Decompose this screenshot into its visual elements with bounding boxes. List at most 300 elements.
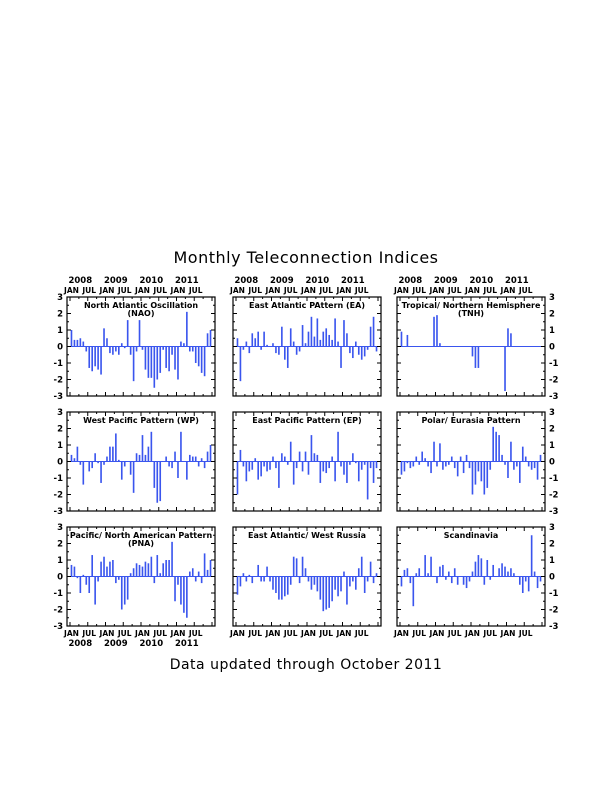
bar bbox=[328, 577, 330, 608]
bar bbox=[159, 347, 161, 373]
bar bbox=[364, 347, 366, 357]
bar bbox=[367, 347, 369, 350]
bar bbox=[165, 560, 167, 577]
x-year-label: 2010 bbox=[139, 276, 164, 286]
bar bbox=[290, 577, 292, 585]
bar bbox=[94, 347, 96, 367]
bar bbox=[361, 347, 363, 360]
y-tick-label: -2 bbox=[53, 605, 63, 616]
bar bbox=[186, 577, 188, 618]
bar bbox=[71, 455, 73, 462]
bar bbox=[299, 577, 301, 584]
bar bbox=[192, 457, 194, 462]
bar bbox=[337, 577, 339, 597]
bar bbox=[537, 462, 539, 480]
bar bbox=[481, 462, 483, 482]
bar bbox=[407, 335, 409, 347]
bar bbox=[139, 320, 141, 346]
bar bbox=[284, 347, 286, 360]
bar bbox=[237, 338, 239, 346]
bar bbox=[498, 568, 500, 576]
bar bbox=[88, 347, 90, 368]
bar bbox=[142, 347, 144, 350]
y-tick-label: 0 bbox=[549, 572, 555, 583]
bar bbox=[364, 462, 366, 465]
bar bbox=[189, 455, 191, 462]
bar bbox=[74, 458, 76, 461]
bar bbox=[165, 347, 167, 368]
chart-panel-8 bbox=[229, 527, 381, 638]
bar bbox=[159, 462, 161, 502]
bar bbox=[346, 462, 348, 483]
x-year-label: 2011 bbox=[340, 276, 365, 286]
y-tick-label: -3 bbox=[53, 507, 63, 517]
bar bbox=[174, 452, 176, 462]
bar bbox=[112, 447, 114, 462]
bar bbox=[260, 347, 262, 350]
bar bbox=[94, 453, 96, 461]
bar bbox=[139, 455, 141, 462]
x-month-label: JAN bbox=[429, 629, 445, 638]
y-tick-label: 3 bbox=[57, 293, 63, 303]
bar bbox=[204, 462, 206, 469]
bar bbox=[325, 328, 327, 346]
bar bbox=[246, 462, 248, 482]
bar bbox=[71, 330, 73, 347]
x-month-label: JAN bbox=[500, 286, 516, 295]
bar bbox=[142, 567, 144, 577]
bar bbox=[302, 462, 304, 472]
bar bbox=[168, 560, 170, 577]
bar bbox=[355, 462, 357, 464]
bar bbox=[418, 568, 420, 576]
x-month-label: JAN bbox=[230, 629, 245, 638]
bar bbox=[204, 553, 206, 576]
bar bbox=[358, 568, 360, 576]
y-tick-label: 3 bbox=[57, 523, 63, 533]
bar bbox=[269, 462, 271, 470]
bar bbox=[442, 565, 444, 577]
y-tick-label: -2 bbox=[549, 605, 559, 616]
x-month-label: JAN bbox=[99, 286, 115, 295]
bar bbox=[260, 462, 262, 477]
bar bbox=[317, 455, 319, 462]
bar bbox=[133, 568, 135, 576]
bar bbox=[525, 457, 527, 462]
bar bbox=[305, 568, 307, 576]
bar bbox=[177, 347, 179, 380]
x-month-label: JUL bbox=[153, 629, 168, 638]
chart-panel-2 bbox=[229, 276, 381, 396]
y-tick-label: 1 bbox=[549, 441, 555, 451]
x-year-label: 2011 bbox=[174, 639, 199, 649]
x-month-label: JUL bbox=[248, 629, 263, 638]
bar bbox=[486, 462, 488, 488]
bar bbox=[237, 577, 239, 595]
bar bbox=[115, 433, 117, 461]
bar bbox=[334, 318, 336, 346]
bar bbox=[180, 432, 182, 462]
chart-panel-6 bbox=[397, 408, 559, 517]
x-month-label: JAN bbox=[301, 286, 316, 295]
bar bbox=[109, 562, 111, 577]
bar bbox=[243, 573, 245, 576]
bar bbox=[85, 577, 87, 585]
bar bbox=[171, 542, 173, 577]
x-year-label: 2010 bbox=[139, 639, 164, 649]
bar bbox=[240, 347, 242, 382]
bar bbox=[504, 462, 506, 465]
bar bbox=[507, 462, 509, 479]
bar bbox=[457, 462, 459, 477]
bar bbox=[317, 318, 319, 346]
y-tick-label: 3 bbox=[549, 293, 555, 303]
bar bbox=[513, 573, 515, 576]
bar bbox=[272, 577, 274, 590]
bar bbox=[439, 443, 441, 461]
bar bbox=[272, 343, 274, 346]
x-year-label: 2008 bbox=[234, 276, 259, 286]
bar bbox=[290, 328, 292, 346]
bar bbox=[454, 568, 456, 576]
bar bbox=[322, 577, 324, 612]
bar bbox=[510, 568, 512, 576]
x-month-label: JAN bbox=[135, 286, 150, 295]
bar bbox=[159, 573, 161, 576]
figure-title: Monthly Teleconnection Indices bbox=[173, 248, 439, 267]
x-month-label: JUL bbox=[447, 629, 462, 638]
bar bbox=[343, 320, 345, 346]
bar bbox=[504, 567, 506, 577]
bar bbox=[145, 455, 147, 462]
bar bbox=[293, 557, 295, 577]
bar bbox=[475, 347, 477, 368]
bar bbox=[436, 577, 438, 584]
bar bbox=[528, 462, 530, 467]
bar bbox=[373, 317, 375, 347]
bar bbox=[349, 462, 351, 465]
bar bbox=[80, 462, 82, 465]
bar bbox=[401, 332, 403, 347]
x-month-label: JAN bbox=[99, 629, 115, 638]
bar bbox=[284, 577, 286, 597]
bar bbox=[293, 342, 295, 347]
bar bbox=[145, 562, 147, 577]
bar bbox=[334, 577, 336, 590]
y-tick-label: -1 bbox=[53, 474, 63, 484]
bar bbox=[85, 347, 87, 352]
bar bbox=[340, 462, 342, 467]
bar bbox=[355, 342, 357, 347]
bar bbox=[340, 577, 342, 592]
bar bbox=[504, 347, 506, 392]
bar bbox=[106, 567, 108, 577]
bar bbox=[195, 457, 197, 462]
bar bbox=[436, 315, 438, 346]
bar bbox=[240, 577, 242, 587]
x-month-label: JUL bbox=[518, 629, 533, 638]
x-month-label: JUL bbox=[447, 286, 462, 295]
panel-title: (PNA) bbox=[127, 539, 155, 548]
y-tick-label: 0 bbox=[57, 342, 63, 353]
y-tick-label: 0 bbox=[57, 572, 63, 583]
bar bbox=[343, 572, 345, 577]
bar bbox=[174, 577, 176, 602]
bar bbox=[127, 320, 129, 346]
bar bbox=[275, 462, 277, 469]
bar bbox=[281, 327, 283, 347]
y-tick-label: -1 bbox=[53, 359, 63, 369]
bar bbox=[510, 333, 512, 346]
bar bbox=[404, 462, 406, 472]
bar bbox=[171, 462, 173, 469]
bar bbox=[436, 462, 438, 467]
bar bbox=[430, 462, 432, 474]
bar bbox=[478, 462, 480, 472]
x-month-label: JAN bbox=[429, 286, 445, 295]
bar bbox=[433, 317, 435, 347]
bar bbox=[186, 462, 188, 480]
bar bbox=[370, 562, 372, 577]
bar bbox=[349, 347, 351, 354]
x-month-label: JAN bbox=[230, 286, 245, 295]
bar bbox=[136, 563, 138, 576]
bar bbox=[130, 347, 132, 355]
x-year-label: 2011 bbox=[504, 276, 529, 286]
bar bbox=[266, 345, 268, 347]
bar bbox=[501, 563, 503, 576]
x-month-label: JUL bbox=[188, 286, 203, 295]
bar bbox=[127, 577, 129, 600]
bar bbox=[192, 347, 194, 352]
bar bbox=[296, 347, 298, 355]
bar bbox=[367, 462, 369, 500]
y-tick-label: 1 bbox=[549, 326, 555, 336]
bar bbox=[404, 570, 406, 577]
bar bbox=[401, 577, 403, 587]
y-tick-label: -3 bbox=[549, 507, 559, 517]
bar bbox=[189, 347, 191, 352]
bar bbox=[433, 442, 435, 462]
bar bbox=[195, 577, 197, 582]
bar bbox=[88, 577, 90, 594]
bar bbox=[328, 462, 330, 469]
bar bbox=[418, 462, 420, 465]
bar bbox=[519, 577, 521, 585]
bar bbox=[97, 577, 99, 582]
x-year-label: 2010 bbox=[469, 276, 494, 286]
bar bbox=[305, 452, 307, 462]
bar bbox=[540, 455, 542, 462]
bar bbox=[180, 577, 182, 605]
bar bbox=[401, 462, 403, 475]
bar bbox=[483, 577, 485, 585]
bar bbox=[153, 577, 155, 584]
bar bbox=[156, 462, 158, 503]
bar bbox=[322, 332, 324, 347]
bar bbox=[133, 462, 135, 493]
x-month-label: JUL bbox=[117, 629, 132, 638]
y-tick-label: 1 bbox=[57, 326, 63, 336]
bar bbox=[118, 347, 120, 355]
bar bbox=[412, 577, 414, 607]
y-tick-label: 2 bbox=[57, 539, 63, 550]
bar bbox=[189, 572, 191, 577]
bar bbox=[168, 462, 170, 467]
bar bbox=[118, 577, 120, 580]
bar bbox=[410, 462, 412, 469]
bar bbox=[198, 572, 200, 577]
bar bbox=[469, 462, 471, 469]
bar bbox=[74, 567, 76, 577]
bar bbox=[148, 347, 150, 378]
y-tick-label: 1 bbox=[549, 556, 555, 566]
bar bbox=[165, 457, 167, 462]
bar bbox=[148, 447, 150, 462]
y-tick-label: 2 bbox=[549, 424, 555, 435]
x-month-label: JUL bbox=[483, 286, 498, 295]
y-tick-label: -3 bbox=[549, 392, 559, 402]
bar bbox=[424, 458, 426, 461]
bar bbox=[287, 462, 289, 465]
bar bbox=[186, 312, 188, 347]
bar bbox=[472, 462, 474, 495]
bar bbox=[445, 577, 447, 580]
x-month-label: JAN bbox=[301, 629, 316, 638]
y-tick-label: 2 bbox=[549, 309, 555, 320]
bar bbox=[103, 462, 105, 465]
panel-title: (TNH) bbox=[457, 309, 485, 318]
bar bbox=[278, 347, 280, 355]
bar bbox=[263, 577, 265, 582]
bar bbox=[151, 557, 153, 577]
bar bbox=[325, 577, 327, 610]
bar bbox=[136, 453, 138, 461]
y-tick-label: -1 bbox=[549, 359, 559, 369]
bar bbox=[251, 462, 253, 470]
x-month-label: JUL bbox=[354, 286, 369, 295]
bar bbox=[204, 347, 206, 377]
x-year-label: 2009 bbox=[269, 276, 294, 286]
bar bbox=[489, 462, 491, 470]
bar bbox=[337, 432, 339, 462]
bar bbox=[248, 575, 250, 577]
bar bbox=[466, 455, 468, 462]
bar bbox=[376, 462, 378, 469]
x-month-label: JUL bbox=[248, 286, 263, 295]
bar bbox=[263, 332, 265, 347]
y-tick-label: 0 bbox=[549, 457, 555, 468]
x-year-label: 2009 bbox=[103, 639, 128, 649]
bar bbox=[537, 577, 539, 589]
bar bbox=[358, 462, 360, 482]
bar bbox=[454, 462, 456, 469]
y-tick-label: 2 bbox=[57, 309, 63, 320]
bar bbox=[299, 347, 301, 352]
x-month-label: JAN bbox=[170, 286, 186, 295]
x-month-label: JAN bbox=[265, 629, 281, 638]
bar bbox=[183, 577, 185, 613]
bar bbox=[463, 462, 465, 474]
x-year-label: 2008 bbox=[68, 276, 93, 286]
bar bbox=[469, 577, 471, 582]
bar bbox=[198, 462, 200, 467]
bar bbox=[275, 347, 277, 354]
bar bbox=[421, 452, 423, 462]
bar bbox=[308, 462, 310, 475]
bar bbox=[349, 577, 351, 587]
y-tick-label: 1 bbox=[57, 441, 63, 451]
bar bbox=[427, 462, 429, 467]
bar bbox=[251, 577, 253, 584]
y-tick-label: -2 bbox=[549, 490, 559, 501]
bar bbox=[501, 455, 503, 462]
x-month-label: JAN bbox=[170, 629, 186, 638]
bar bbox=[319, 577, 321, 600]
bar bbox=[355, 577, 357, 590]
y-tick-label: 2 bbox=[57, 424, 63, 435]
bar bbox=[210, 560, 212, 577]
x-month-label: JUL bbox=[82, 286, 97, 295]
bar bbox=[281, 453, 283, 461]
bar bbox=[296, 558, 298, 576]
bar bbox=[130, 573, 132, 576]
bar bbox=[293, 462, 295, 485]
bar bbox=[334, 462, 336, 482]
panel-title: West Pacific Pattern (WP) bbox=[83, 416, 199, 425]
chart-panel-4 bbox=[54, 408, 215, 517]
x-month-label: JUL bbox=[117, 286, 132, 295]
bar bbox=[352, 347, 354, 359]
bar bbox=[352, 577, 354, 582]
bar bbox=[346, 333, 348, 346]
x-month-label: JAN bbox=[394, 286, 409, 295]
bar bbox=[302, 325, 304, 346]
bar bbox=[121, 462, 123, 480]
x-month-label: JAN bbox=[465, 629, 480, 638]
y-tick-label: -1 bbox=[549, 474, 559, 484]
bar bbox=[290, 442, 292, 462]
panels-grid bbox=[54, 276, 559, 649]
y-tick-label: -2 bbox=[53, 490, 63, 501]
bar bbox=[519, 462, 521, 483]
y-tick-label: 1 bbox=[57, 556, 63, 566]
y-tick-label: -3 bbox=[53, 622, 63, 632]
chart-panel-9 bbox=[393, 523, 558, 638]
bar bbox=[373, 577, 375, 584]
bar bbox=[156, 347, 158, 380]
bar bbox=[136, 347, 138, 352]
bar bbox=[115, 577, 117, 584]
bar bbox=[331, 340, 333, 347]
bar bbox=[80, 577, 82, 594]
bar bbox=[207, 452, 209, 462]
bar bbox=[82, 342, 84, 347]
panel-title: Polar/ Eurasia Pattern bbox=[421, 416, 521, 425]
bar bbox=[314, 453, 316, 461]
bar bbox=[370, 327, 372, 347]
bar bbox=[257, 565, 259, 577]
x-month-label: JUL bbox=[283, 286, 298, 295]
bar bbox=[367, 577, 369, 582]
bar bbox=[251, 333, 253, 346]
bar bbox=[77, 340, 79, 347]
bar bbox=[257, 462, 259, 480]
bar bbox=[528, 577, 530, 592]
bar bbox=[317, 577, 319, 592]
bar bbox=[328, 335, 330, 347]
bar bbox=[94, 577, 96, 605]
